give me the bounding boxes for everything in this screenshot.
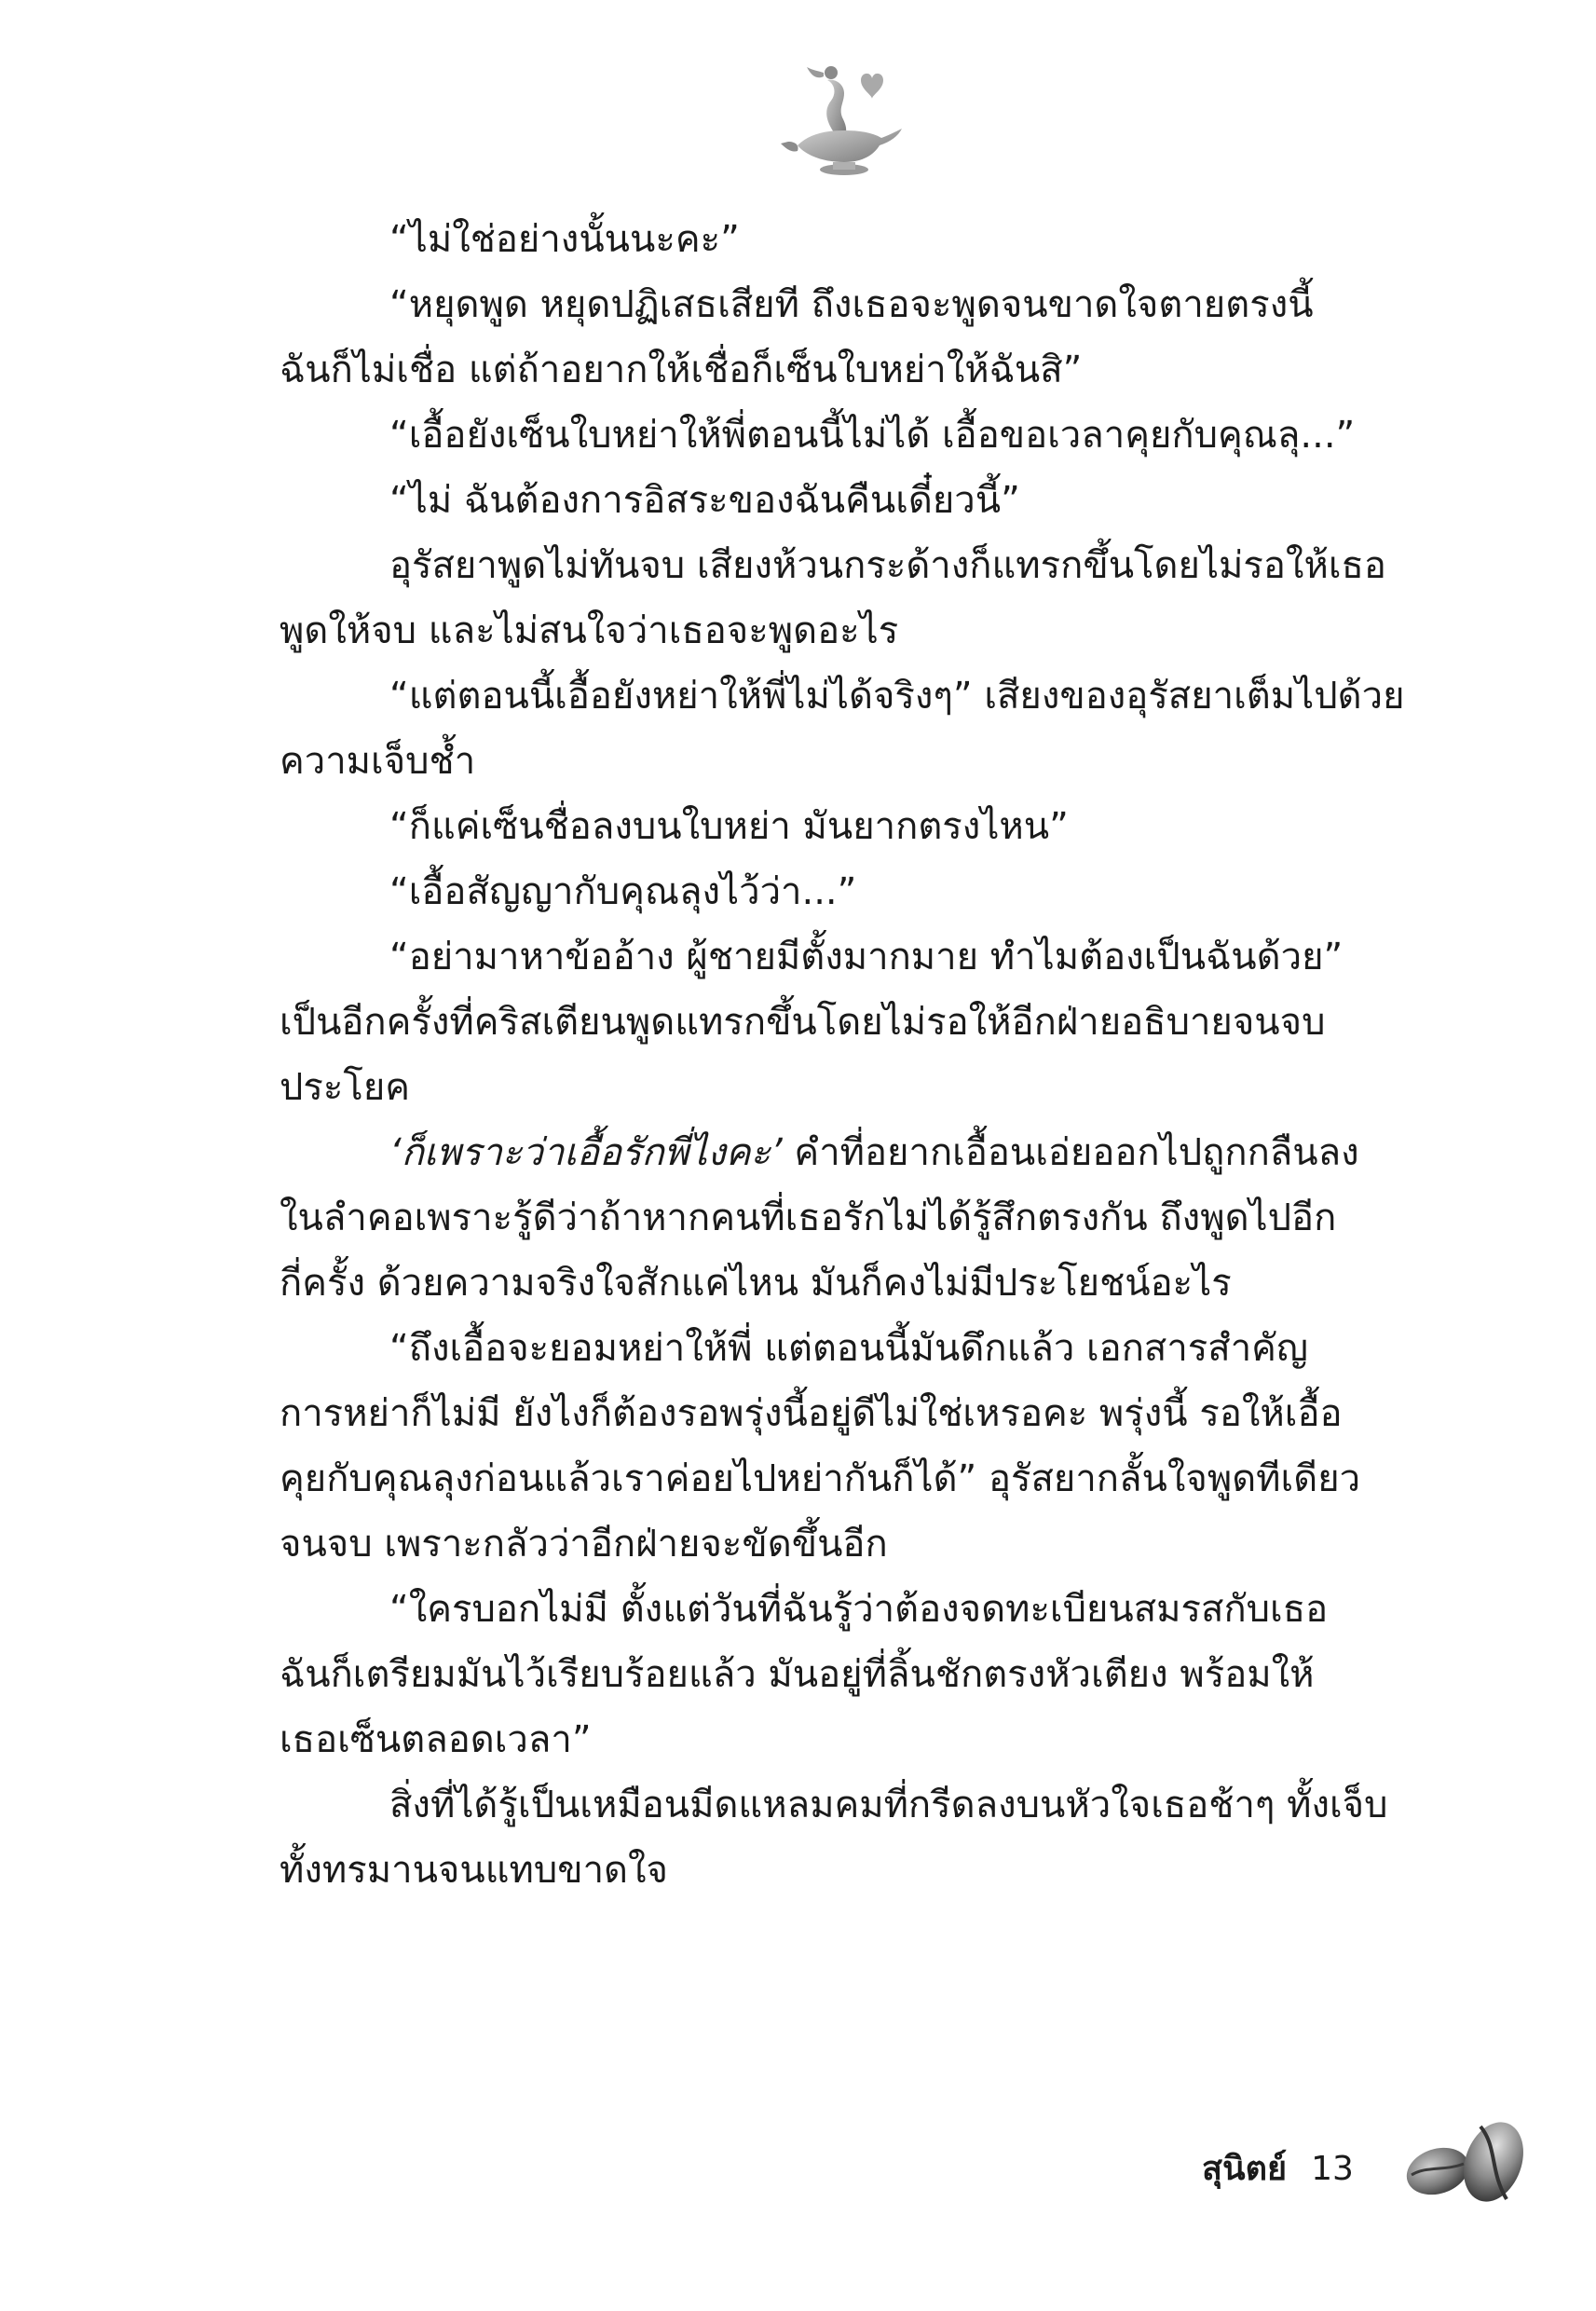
text-line: เธอเซ็นตลอดเวลา”: [280, 1718, 592, 1761]
text-line: “ถึงเอื้อจะยอมหย่าให้พี่ แต่ตอนนี้มันดึกแล้ว เอกสารสำคัญ: [389, 1327, 1308, 1370]
text-line: อุรัสยาพูดไม่ทันจบ เสียงห้วนกระด้างก็แทรกขึ้นโดยไม่รอให้เธอ: [389, 544, 1386, 587]
text-line: ทั้งทรมานจนแทบขาดใจ: [280, 1849, 668, 1892]
page-number: 13: [1311, 2150, 1354, 2188]
text-line: พูดให้จบ และไม่สนใจว่าเธอจะพูดอะไร: [280, 609, 899, 652]
text-line: คุยกับคุณลุงก่อนแล้วเราค่อยไปหย่ากันก็ได้” อุรัสยากลั้นใจพูดทีเดียว: [280, 1457, 1361, 1500]
body-text: [280, 207, 1425, 1903]
text-line: “ไม่ ฉันต้องการอิสระของฉันคืนเดี๋ยวนี้”: [389, 479, 1020, 522]
inner-thought: ‘ก็เพราะว่าเอื้อรักพี่ไงคะ’: [389, 1131, 783, 1174]
text-line: “เอื้อยังเซ็นใบหย่าให้พี่ตอนนี้ไม่ได้ เอื้อขอเวลาคุยกับคุณลุ...”: [389, 414, 1356, 457]
text-line: กี่ครั้ง ด้วยความจริงใจสักแค่ไหน มันก็คงไม่มีประโยชน์อะไร: [280, 1262, 1232, 1305]
text-line: “เอื้อสัญญากับคุณลุงไว้ว่า...”: [389, 870, 857, 913]
text-line: ‘ก็เพราะว่าเอื้อรักพี่ไงคะ’ คำที่อยากเอื้อนเอ่ยออกไปถูกกลืนลง: [389, 1131, 1359, 1174]
text-line: “แต่ตอนนี้เอื้อยังหย่าให้พี่ไม่ได้จริงๆ” เสียงของอุรัสยาเต็มไปด้วย: [389, 675, 1405, 718]
text-line: “ก็แค่เซ็นชื่อลงบนใบหย่า มันยากตรงไหน”: [389, 805, 1069, 848]
text-line: ในลำคอเพราะรู้ดีว่าถ้าหากคนที่เธอรักไม่ได้รู้สึกตรงกัน ถึงพูดไปอีก: [280, 1197, 1337, 1239]
text-line: ฉันก็ไม่เชื่อ แต่ถ้าอยากให้เชื่อก็เซ็นใบหย่าให้ฉันสิ”: [280, 349, 1083, 391]
page-footer: [1202, 2141, 1354, 2197]
text-line: การหย่าก็ไม่มี ยังไงก็ต้องรอพรุ่งนี้อยู่ดีไม่ใช่เหรอคะ พรุ่งนี้ รอให้เอื้อ: [280, 1392, 1343, 1435]
genie-lamp-with-woman-icon: [770, 52, 909, 192]
text-line: “หยุดพูด หยุดปฏิเสธเสียที ถึงเธอจะพูดจนขาดใจตายตรงนี้: [389, 283, 1314, 326]
text-line: เป็นอีกครั้งที่คริสเตียนพูดแทรกขึ้นโดยไม่รอให้อีกฝ่ายอธิบายจนจบ: [280, 1001, 1326, 1044]
text-line: ฉันก็เตรียมมันไว้เรียบร้อยแล้ว มันอยู่ที่ลิ้นชักตรงหัวเตียง พร้อมให้: [280, 1653, 1315, 1696]
text-line: จนจบ เพราะกลัวว่าอีกฝ่ายจะขัดขึ้นอีก: [280, 1523, 888, 1566]
text-line: ความเจ็บช้ำ: [280, 740, 476, 783]
text-line: สิ่งที่ได้รู้เป็นเหมือนมีดแหลมคมที่กรีดลงบนหัวใจเธอช้าๆ ทั้งเจ็บ: [389, 1784, 1388, 1826]
text-line: ประโยค: [280, 1066, 411, 1109]
coffee-beans-icon: [1402, 2113, 1533, 2216]
text-line: “ใครบอกไม่มี ตั้งแต่วันที่ฉันรู้ว่าต้องจดทะเบียนสมรสกับเธอ: [389, 1588, 1329, 1631]
text-line: “ไม่ใช่อย่างนั้นนะคะ”: [389, 218, 740, 261]
text-line: “อย่ามาหาข้ออ้าง ผู้ชายมีตั้งมากมาย ทำไมต้องเป็นฉันด้วย”: [389, 936, 1344, 978]
author-name: สุนิตย์: [1202, 2150, 1288, 2188]
